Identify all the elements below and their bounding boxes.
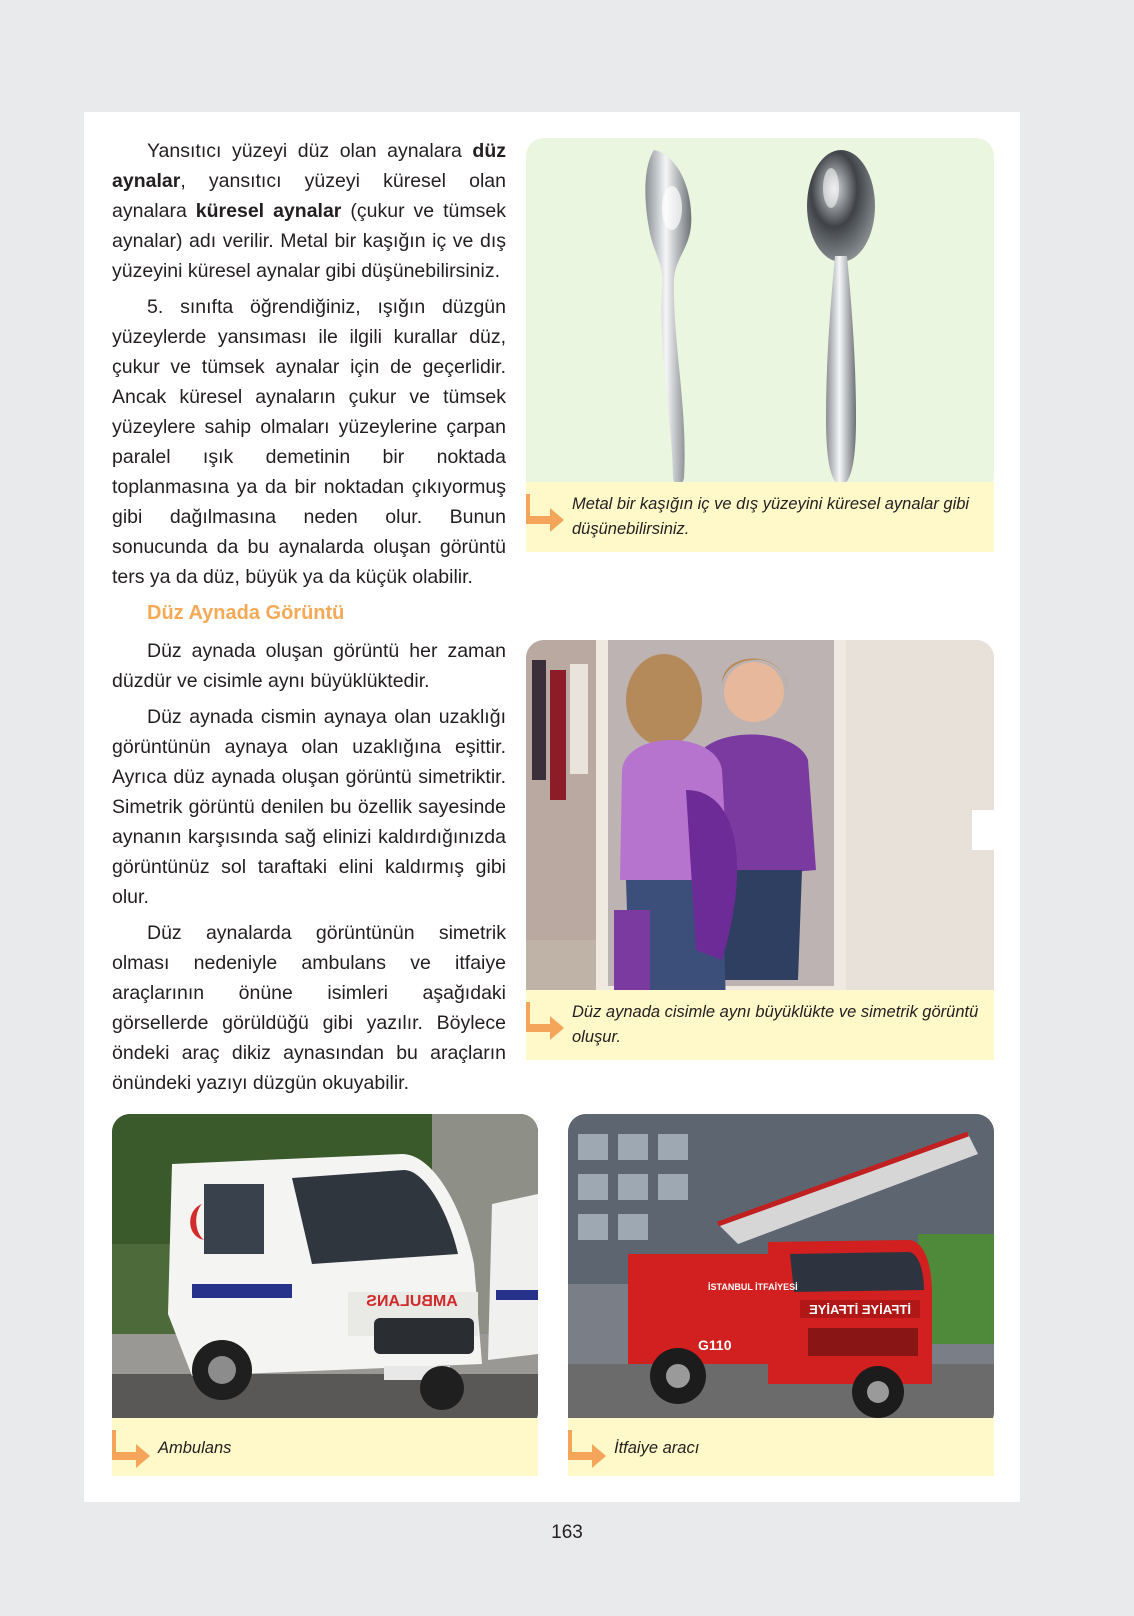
- paragraph-1-text-b: , yansıtıcı yüzeyi küresel olan aynalara: [112, 170, 506, 222]
- spoon-photo: [526, 138, 994, 494]
- mirror-figure: [526, 640, 994, 1060]
- paragraph-2: 5. sınıfta öğrendiğiniz, ışığın düzgün yüzeylerde yansıması ile ilgili kurallar düz, çukur ve tümsek aynalar için de geçerlidir. Ancak küresel aynaların çukur ve tümsek yüzeylere sahip olmaları yüzeylerine çarpan paralel ışık demetinin bir noktada toplanmasına ya da bir noktadan çıkıyormuş gibi dağılmasına neden olur. Bunun sonucunda da bu aynalarda oluşan görüntü ters ya da düz, büyük ya da küçük olabilir.: [112, 296, 506, 588]
- page-number: 163: [551, 1522, 583, 1543]
- arrow-icon: [568, 1430, 608, 1470]
- fire-mirror-text: İTFAİYE İTFAİYE: [809, 1302, 911, 1317]
- main-text-column: [112, 136, 506, 1104]
- fire-caption: İtfaiye aracı: [614, 1439, 700, 1457]
- spoon-caption-box: [526, 482, 994, 552]
- fire-unit-text: G110: [698, 1337, 732, 1353]
- mirror-caption-box: [526, 990, 994, 1060]
- arrow-icon: [526, 1002, 566, 1042]
- ambulance-mirror-text: AMBULANS: [366, 1293, 458, 1310]
- term-duz-aynalar: düz aynalar: [112, 140, 506, 192]
- ambulance-photo: [112, 1114, 538, 1430]
- fire-caption-box: [568, 1418, 994, 1476]
- fire-truck-photo: [568, 1114, 994, 1430]
- term-kuresel-aynalar: küresel aynalar: [195, 200, 342, 222]
- mirror-caption: Düz aynada cisimle aynı büyüklükte ve simetrik görüntü oluşur.: [572, 1003, 979, 1046]
- spoon-figure: [526, 138, 994, 552]
- fire-truck-figure: [568, 1114, 994, 1476]
- fire-door-text: İSTANBUL İTFAİYESİ: [708, 1282, 798, 1292]
- paragraph-5: Düz aynalarda görüntünün simetrik olması nedeniyle ambulans ve itfaiye araçlarının önüne isimleri aşağıdaki görsellerde görüldüğü gibi yazılır. Böylece öndeki araç dikiz aynasından bu araçların önündeki yazıyı düzgün okuyabilir.: [112, 922, 506, 1094]
- arrow-icon: [112, 1430, 152, 1470]
- arrow-icon: [526, 494, 566, 534]
- ambulance-caption: Ambulans: [158, 1439, 232, 1457]
- paragraph-3: Düz aynada oluşan görüntü her zaman düzdür ve cisimle aynı büyüklüktedir.: [112, 640, 506, 692]
- paragraph-1-text-c: (çukur ve tümsek aynalar) adı verilir. Metal bir kaşığın iç ve dış yüzeyini küresel aynalar gibi düşünebilirsiniz.: [112, 200, 506, 282]
- mirror-photo: [526, 640, 994, 1004]
- paragraph-1-text-a: Yansıtıcı yüzeyi düz olan aynalara: [147, 140, 473, 162]
- spoon-caption: Metal bir kaşığın iç ve dış yüzeyini küresel aynalar gibi düşünebilirsiniz.: [572, 495, 970, 538]
- paragraph-1: [112, 136, 506, 286]
- paragraph-4: Düz aynada cismin aynaya olan uzaklığı görüntünün aynaya olan uzaklığına eşittir. Ayrıca düz aynada oluşan görüntü simetriktir. Simetrik görüntü denilen bu özellik sayesinde aynanın karşısında sağ elinizi kaldırdığınızda görüntünüz sol taraftaki elini kaldırmış gibi olur.: [112, 706, 506, 908]
- section-heading: Düz Aynada Görüntü: [147, 602, 345, 624]
- page: [84, 112, 1020, 1502]
- ambulance-figure: [112, 1114, 538, 1476]
- ambulance-caption-box: [112, 1418, 538, 1476]
